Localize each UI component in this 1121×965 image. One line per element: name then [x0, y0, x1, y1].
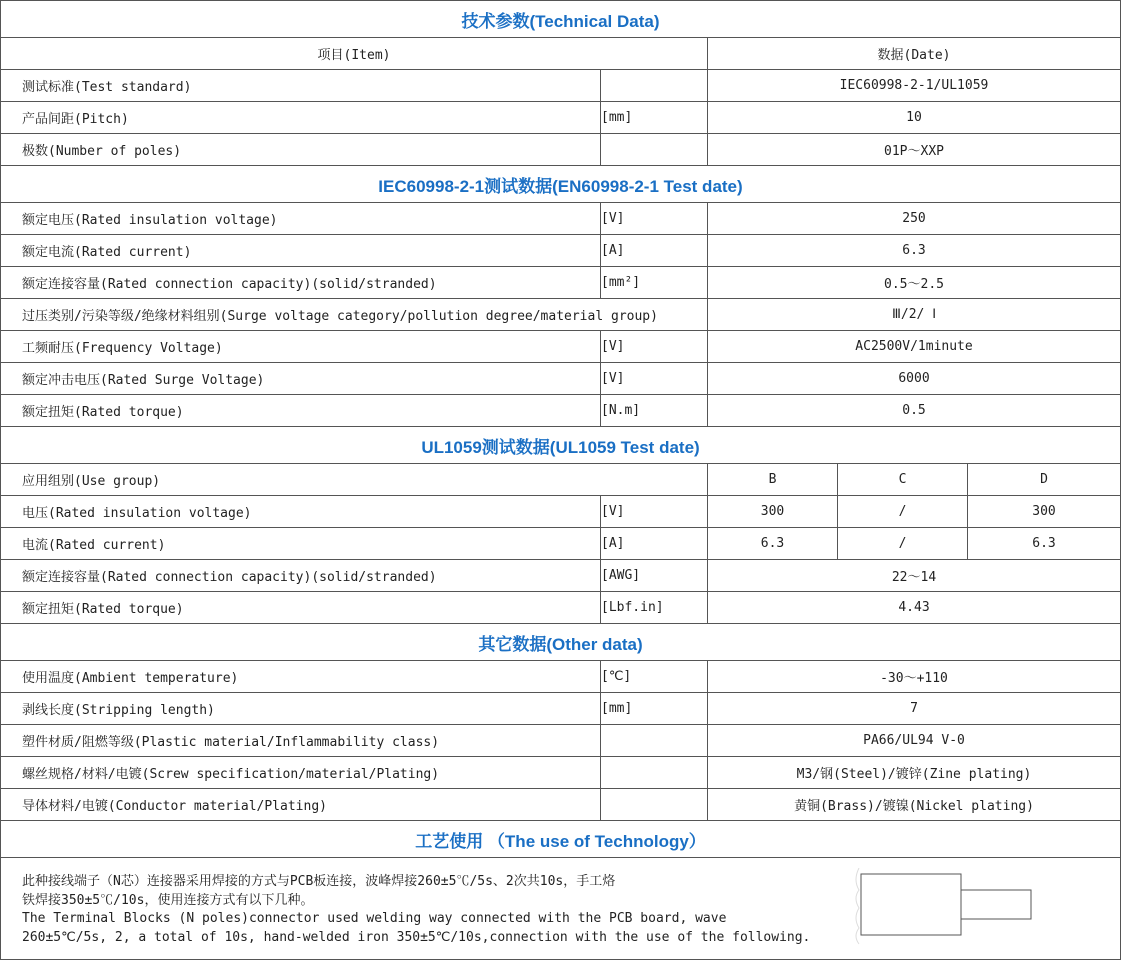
- technology-line-1: 此种接线端子（N芯）连接器采用焊接的方式与PCB板连接，波峰焊接260±5℃/5s、2次共10s，手工烙: [22, 874, 616, 889]
- row-unit: [℃]: [601, 661, 708, 693]
- value-b: 300: [708, 496, 838, 528]
- row-name: 过压类别/污染等级/绝缘材料组别(Surge voltage category/pollution degree/material group): [1, 299, 708, 331]
- row-name: 额定连接容量(Rated connection capacity)(solid/stranded): [1, 560, 601, 592]
- table-row: [1, 725, 1121, 757]
- row-value: 250: [708, 203, 1121, 235]
- row-unit: [V]: [601, 331, 708, 363]
- table-row: [1, 661, 1121, 693]
- row-unit: [V]: [601, 203, 708, 235]
- row-unit: [mm]: [601, 102, 708, 134]
- table-row: [1, 528, 1121, 560]
- table-row: [1, 134, 1121, 166]
- table-row: [1, 592, 1121, 624]
- table-row: [1, 560, 1121, 592]
- row-name: 导体材料/电镀(Conductor material/Plating): [1, 789, 601, 821]
- row-name: 测试标准(Test standard): [1, 70, 601, 102]
- row-unit: [Lbf.in]: [601, 592, 708, 624]
- row-name: 额定冲击电压(Rated Surge Voltage): [1, 363, 601, 395]
- group-c: C: [838, 464, 968, 496]
- row-value: IEC60998-2-1/UL1059: [708, 70, 1121, 102]
- column-header-data: 数据(Date): [708, 38, 1121, 70]
- row-unit: [601, 70, 708, 102]
- row-unit: [601, 757, 708, 789]
- row-name: 应用组别(Use group): [1, 464, 708, 496]
- technology-text: [22, 873, 852, 947]
- section-title-iec: IEC60998-2-1测试数据(EN60998-2-1 Test date): [1, 166, 1121, 203]
- row-value: 6000: [708, 363, 1121, 395]
- row-unit: [601, 134, 708, 166]
- table-row: [1, 299, 1121, 331]
- technology-line-3: The Terminal Blocks (N poles)connector used welding way connected with the PCB board, wave: [22, 911, 727, 926]
- table-row: [1, 267, 1121, 299]
- table-row: [1, 496, 1121, 528]
- row-name: 额定电流(Rated current): [1, 235, 601, 267]
- row-value: PA66/UL94 V-0: [708, 725, 1121, 757]
- row-unit: [V]: [601, 496, 708, 528]
- row-unit: [mm²]: [601, 267, 708, 299]
- value-c: /: [838, 496, 968, 528]
- table-row: [1, 757, 1121, 789]
- row-value: Ⅲ/2/ Ⅰ: [708, 299, 1121, 331]
- value-c: /: [838, 528, 968, 560]
- row-name: 电压(Rated insulation voltage): [1, 496, 601, 528]
- row-name: 电流(Rated current): [1, 528, 601, 560]
- wire-end-diagram-icon: [851, 868, 1041, 948]
- row-value: 10: [708, 102, 1121, 134]
- row-value: 黄铜(Brass)/镀镍(Nickel plating): [708, 789, 1121, 821]
- table-row: [1, 464, 1121, 496]
- technology-line-4: 260±5℃/5s, 2, a total of 10s, hand-welded iron 350±5℃/10s,connection with the use of the following.: [22, 929, 811, 945]
- table-row: [1, 789, 1121, 821]
- row-name: 使用温度(Ambient temperature): [1, 661, 601, 693]
- table-row: [1, 363, 1121, 395]
- value-b: 6.3: [708, 528, 838, 560]
- row-unit: [V]: [601, 363, 708, 395]
- row-value: 7: [708, 693, 1121, 725]
- row-value: 0.5: [708, 395, 1121, 427]
- section-title-other: 其它数据(Other data): [1, 624, 1121, 661]
- technology-description: [1, 858, 1121, 960]
- row-unit: [A]: [601, 528, 708, 560]
- row-unit: [AWG]: [601, 560, 708, 592]
- row-name: 额定扭矩(Rated torque): [1, 395, 601, 427]
- row-name: 额定连接容量(Rated connection capacity)(solid/stranded): [1, 267, 601, 299]
- row-name: 螺丝规格/材料/电镀(Screw specification/material/Plating): [1, 757, 601, 789]
- row-name: 极数(Number of poles): [1, 134, 601, 166]
- row-name: 塑件材质/阻燃等级(Plastic material/Inflammability class): [1, 725, 601, 757]
- table-row: [1, 203, 1121, 235]
- row-value: 22～14: [708, 560, 1121, 592]
- row-unit: [mm]: [601, 693, 708, 725]
- table-row: [1, 395, 1121, 427]
- row-name: 产品间距(Pitch): [1, 102, 601, 134]
- row-unit: [A]: [601, 235, 708, 267]
- group-d: D: [968, 464, 1121, 496]
- row-value: M3/钢(Steel)/镀锌(Zine plating): [708, 757, 1121, 789]
- value-d: 300: [968, 496, 1121, 528]
- row-name: 额定电压(Rated insulation voltage): [1, 203, 601, 235]
- table-row: [1, 693, 1121, 725]
- value-d: 6.3: [968, 528, 1121, 560]
- technology-line-2: 铁焊接350±5℃/10s，使用连接方式有以下几种。: [22, 892, 314, 908]
- row-value: 0.5～2.5: [708, 267, 1121, 299]
- row-value: 6.3: [708, 235, 1121, 267]
- row-value: AC2500V/1minute: [708, 331, 1121, 363]
- table-row: [1, 70, 1121, 102]
- section-title-technology: 工艺使用 （The use of Technology）: [1, 821, 1121, 858]
- table-row: [1, 235, 1121, 267]
- row-unit: [N.m]: [601, 395, 708, 427]
- row-unit: [601, 725, 708, 757]
- row-value: -30～+110: [708, 661, 1121, 693]
- row-value: 4.43: [708, 592, 1121, 624]
- row-name: 工频耐压(Frequency Voltage): [1, 331, 601, 363]
- section-title-technical: 技术参数(Technical Data): [1, 1, 1121, 38]
- row-name: 额定扭矩(Rated torque): [1, 592, 601, 624]
- table-row: [1, 102, 1121, 134]
- table-row: [1, 331, 1121, 363]
- column-header-item: 项目(Item): [1, 38, 708, 70]
- section-title-ul: UL1059测试数据(UL1059 Test date): [1, 427, 1121, 464]
- row-value: 01P～XXP: [708, 134, 1121, 166]
- group-b: B: [708, 464, 838, 496]
- row-unit: [601, 789, 708, 821]
- row-name: 剥线长度(Stripping length): [1, 693, 601, 725]
